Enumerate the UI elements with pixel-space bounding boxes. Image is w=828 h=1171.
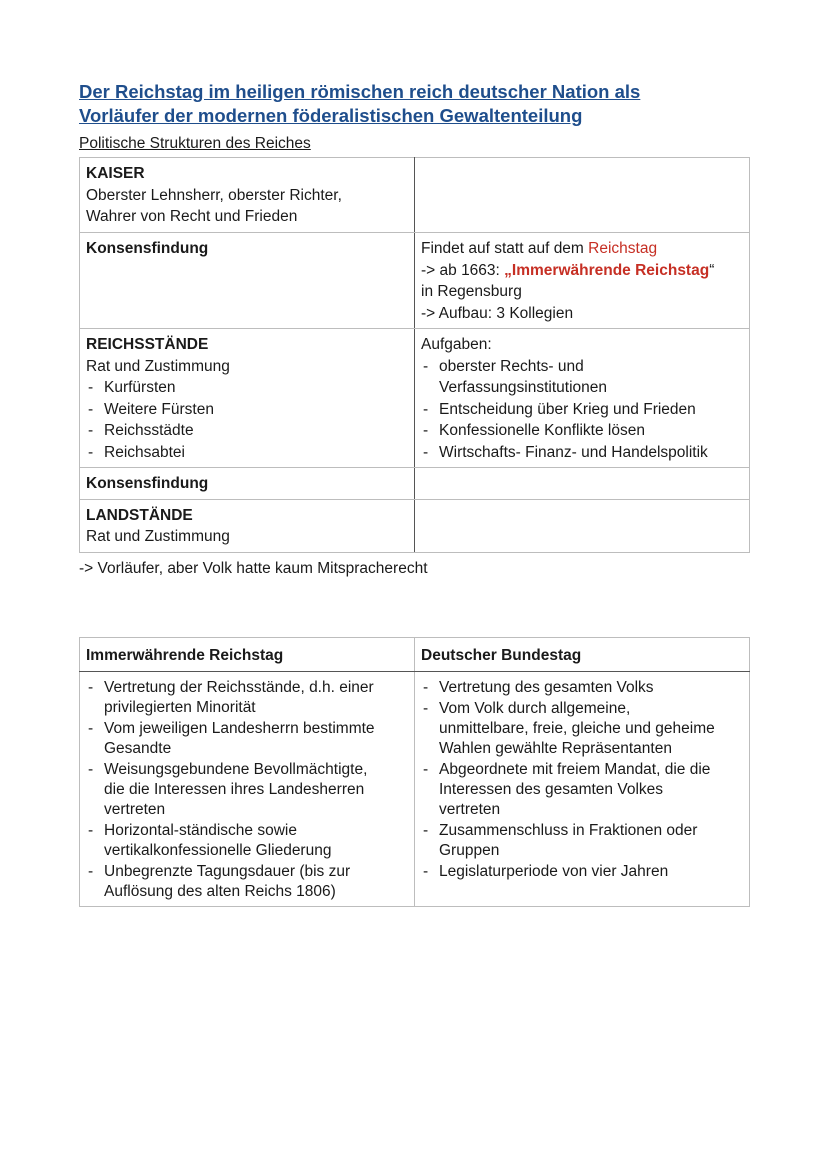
list-item: - Vertretung des gesamten Volks [421,678,743,698]
landstaende-heading: LANDSTÄNDE [86,506,193,524]
cell-konsens-2-empty [415,468,750,500]
list-item-line: vertreten [439,801,501,818]
konsens-line-2-text: -> ab 1663: [421,261,505,279]
title-line-1: Der Reichstag im heiligen römischen reich deutscher Nation als [79,81,641,102]
cell-reichsstaende [80,329,415,468]
cell-reichstag-points [80,672,415,907]
bundestag-list [421,678,743,882]
cell-bundestag-points [415,672,750,907]
list-item [421,356,743,399]
konsens-1-heading: Konsensfindung [86,240,209,257]
konsens-line-3: in Regensburg [421,283,522,300]
immerwaehrende-highlight: „Immerwährende Reichstag [504,261,710,279]
list-item-line: die die Interessen ihres Landesherren [104,781,365,798]
list-item [86,719,408,759]
cell-kaiser [80,158,415,233]
landstaende-desc: Rat und Zustimmung [86,528,230,545]
konsens-line-1-text: Findet auf statt auf dem [421,240,589,257]
comparison-body-row [80,672,750,907]
list-item [421,699,743,759]
title-line-2: Vorläufer der modernen föderalistischen Gewaltenteilung [79,105,583,126]
reichstag-highlight: Reichstag [588,240,658,257]
konsens-line-2-suffix: “ [709,261,715,279]
list-item: - Kurfürsten [86,377,408,399]
list-item-line: Gesandte [104,740,172,757]
konsens-line-2 [421,262,714,279]
document-title [79,80,749,128]
aufgaben-label: Aufgaben: [421,336,492,353]
kaiser-line-2: Wahrer von Recht und Frieden [86,208,298,225]
row-kaiser [80,158,750,233]
list-item: - Wirtschafts- Finanz- und Handelspolitik [421,442,743,464]
document-page [79,80,749,907]
list-item-line: Horizontal-ständische sowie [104,822,297,839]
list-item-line: vertikalkonfessionelle Gliederung [104,842,332,859]
list-item-line: Weisungsgebundene Bevollmächtigte, [104,761,368,778]
list-item-line: vertreten [104,801,166,818]
list-item [86,678,408,718]
cell-aufgaben [415,329,750,468]
list-item-line: Interessen des gesamten Volkes [439,781,664,798]
list-item: - Reichsabtei [86,442,408,464]
reichsstaende-heading: REICHSSTÄNDE [86,336,209,353]
list-item-line: unmittelbare, freie, gleiche und geheime [439,720,715,737]
konsens-line-1 [421,240,657,257]
kaiser-line-1: Oberster Lehnsherr, oberster Richter, [86,186,342,204]
list-item [86,760,408,820]
list-item-line: Unbegrenzte Tagungsdauer (bis zur [104,863,351,880]
list-item [86,821,408,861]
cell-landstaende [80,499,415,552]
cell-konsens-1-detail [415,233,750,329]
list-item: - Reichsstädte [86,420,408,442]
section-subtitle: Politische Strukturen des Reiches [79,135,311,152]
row-konsens-1 [80,233,750,329]
list-item: - Entscheidung über Krieg und Frieden [421,399,743,421]
list-item-line: privilegierten Minorität [104,699,256,716]
list-item [86,862,408,902]
structure-table [79,157,750,553]
konsens-line-4: -> Aufbau: 3 Kollegien [421,304,574,322]
reichsstaende-members-list [86,377,408,463]
list-item [421,760,743,820]
konsens-2-heading: Konsensfindung [86,475,209,492]
list-item-line: Vom Volk durch allgemeine, [439,700,631,717]
cell-konsens-1 [80,233,415,329]
aufgaben-list [421,356,743,464]
cell-kaiser-empty [415,158,750,233]
row-reichsstaende [80,329,750,468]
comparison-header-row [80,637,750,672]
list-item-line: Zusammenschluss in Fraktionen oder [439,822,698,839]
list-item: - Konfessionelle Konflikte lösen [421,420,743,442]
list-item [421,821,743,861]
header-bundestag: Deutscher Bundestag [415,637,750,672]
reichstag-list [86,678,408,902]
row-konsens-2 [80,468,750,500]
list-item-line: oberster Rechts- und [439,357,584,375]
list-item-line: Gruppen [439,842,500,859]
reichsstaende-desc: Rat und Zustimmung [86,357,230,375]
header-reichstag: Immerwährende Reichstag [80,637,415,672]
list-item-line: Vom jeweiligen Landesherrn bestimmte [104,720,375,737]
list-item-line: Vertretung der Reichsstände, d.h. einer [104,679,374,696]
list-item-line: Wahlen gewählte Repräsentanten [439,740,672,757]
cell-landstaende-empty [415,499,750,552]
list-item-line: Abgeordnete mit freiem Mandat, die die [439,761,711,778]
kaiser-heading: KAISER [86,165,145,182]
list-item-line: Verfassungsinstitutionen [439,379,608,396]
list-item: - Weitere Fürsten [86,399,408,421]
summary-note: -> Vorläufer, aber Volk hatte kaum Mitspracherecht [79,559,428,577]
comparison-table [79,637,750,908]
list-item: - Legislaturperiode von vier Jahren [421,862,743,882]
cell-konsens-2 [80,468,415,500]
row-landstaende [80,499,750,552]
list-item-line: Auflösung des alten Reichs 1806) [104,883,336,900]
